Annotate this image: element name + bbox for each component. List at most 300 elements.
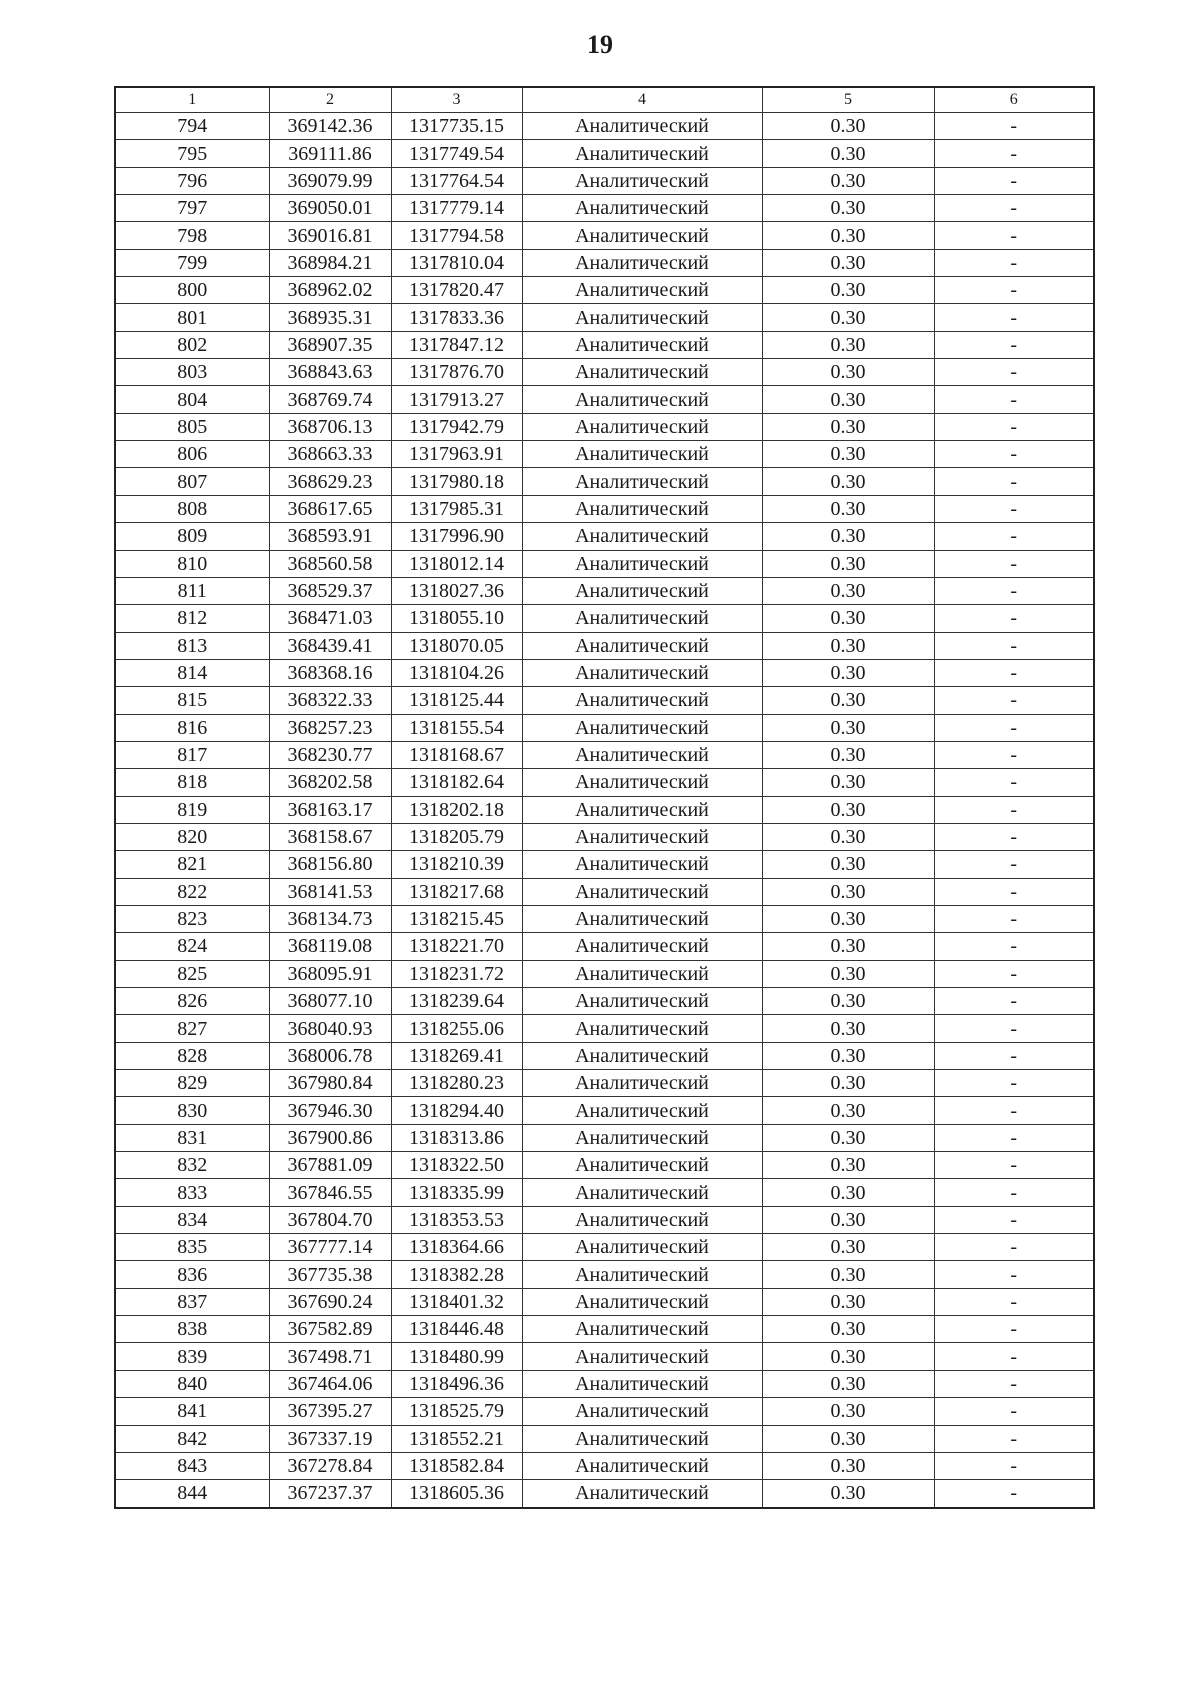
method-cell: Аналитический — [522, 1261, 762, 1288]
point-number-cell: 824 — [115, 933, 269, 960]
table-row — [115, 1452, 1094, 1479]
point-number-cell: 833 — [115, 1179, 269, 1206]
point-number-cell: 843 — [115, 1452, 269, 1479]
method-cell: Аналитический — [522, 550, 762, 577]
table-row — [115, 495, 1094, 522]
accuracy-cell: 0.30 — [762, 933, 934, 960]
x-coordinate-cell: 368593.91 — [269, 523, 391, 550]
accuracy-cell: 0.30 — [762, 988, 934, 1015]
table-row — [115, 687, 1094, 714]
y-coordinate-cell: 1318155.54 — [391, 714, 522, 741]
accuracy-cell: 0.30 — [762, 1042, 934, 1069]
accuracy-cell: 0.30 — [762, 632, 934, 659]
note-cell: - — [934, 1343, 1094, 1370]
column-header: 1 — [115, 87, 269, 113]
note-cell: - — [934, 823, 1094, 850]
y-coordinate-cell: 1318104.26 — [391, 659, 522, 686]
table-row — [115, 1261, 1094, 1288]
accuracy-cell: 0.30 — [762, 195, 934, 222]
x-coordinate-cell: 369111.86 — [269, 140, 391, 167]
y-coordinate-cell: 1317764.54 — [391, 167, 522, 194]
point-number-cell: 818 — [115, 769, 269, 796]
note-cell: - — [934, 523, 1094, 550]
table-row — [115, 468, 1094, 495]
method-cell: Аналитический — [522, 413, 762, 440]
accuracy-cell: 0.30 — [762, 687, 934, 714]
accuracy-cell: 0.30 — [762, 1316, 934, 1343]
method-cell: Аналитический — [522, 878, 762, 905]
x-coordinate-cell: 368077.10 — [269, 988, 391, 1015]
table-row — [115, 1152, 1094, 1179]
accuracy-cell: 0.30 — [762, 304, 934, 331]
column-header: 2 — [269, 87, 391, 113]
y-coordinate-cell: 1318012.14 — [391, 550, 522, 577]
point-number-cell: 825 — [115, 960, 269, 987]
method-cell: Аналитический — [522, 331, 762, 358]
method-cell: Аналитический — [522, 523, 762, 550]
accuracy-cell: 0.30 — [762, 468, 934, 495]
x-coordinate-cell: 369142.36 — [269, 113, 391, 140]
accuracy-cell: 0.30 — [762, 1179, 934, 1206]
y-coordinate-cell: 1318202.18 — [391, 796, 522, 823]
note-cell: - — [934, 1152, 1094, 1179]
point-number-cell: 799 — [115, 249, 269, 276]
x-coordinate-cell: 368158.67 — [269, 823, 391, 850]
table-row — [115, 1370, 1094, 1397]
x-coordinate-cell: 368843.63 — [269, 359, 391, 386]
y-coordinate-cell: 1318269.41 — [391, 1042, 522, 1069]
point-number-cell: 829 — [115, 1070, 269, 1097]
page-number: 19 — [587, 30, 613, 59]
point-number-cell: 800 — [115, 277, 269, 304]
method-cell: Аналитический — [522, 632, 762, 659]
y-coordinate-cell: 1317749.54 — [391, 140, 522, 167]
x-coordinate-cell: 368322.33 — [269, 687, 391, 714]
column-header: 4 — [522, 87, 762, 113]
point-number-cell: 801 — [115, 304, 269, 331]
y-coordinate-cell: 1318210.39 — [391, 851, 522, 878]
note-cell: - — [934, 441, 1094, 468]
point-number-cell: 817 — [115, 741, 269, 768]
method-cell: Аналитический — [522, 1152, 762, 1179]
note-cell: - — [934, 1124, 1094, 1151]
note-cell: - — [934, 113, 1094, 140]
note-cell: - — [934, 1480, 1094, 1508]
accuracy-cell: 0.30 — [762, 386, 934, 413]
point-number-cell: 834 — [115, 1206, 269, 1233]
table-row — [115, 714, 1094, 741]
x-coordinate-cell: 368529.37 — [269, 577, 391, 604]
accuracy-cell: 0.30 — [762, 960, 934, 987]
accuracy-cell: 0.30 — [762, 113, 934, 140]
note-cell: - — [934, 1288, 1094, 1315]
y-coordinate-cell: 1317779.14 — [391, 195, 522, 222]
y-coordinate-cell: 1318335.99 — [391, 1179, 522, 1206]
point-number-cell: 831 — [115, 1124, 269, 1151]
method-cell: Аналитический — [522, 1179, 762, 1206]
note-cell: - — [934, 1425, 1094, 1452]
table-row — [115, 769, 1094, 796]
coordinates-table — [114, 86, 1095, 1509]
y-coordinate-cell: 1318255.06 — [391, 1015, 522, 1042]
column-header: 3 — [391, 87, 522, 113]
method-cell: Аналитический — [522, 960, 762, 987]
method-cell: Аналитический — [522, 714, 762, 741]
method-cell: Аналитический — [522, 1124, 762, 1151]
point-number-cell: 814 — [115, 659, 269, 686]
method-cell: Аналитический — [522, 167, 762, 194]
y-coordinate-cell: 1317794.58 — [391, 222, 522, 249]
y-coordinate-cell: 1318582.84 — [391, 1452, 522, 1479]
table-row — [115, 988, 1094, 1015]
table-row — [115, 741, 1094, 768]
note-cell: - — [934, 687, 1094, 714]
point-number-cell: 819 — [115, 796, 269, 823]
table-row — [115, 359, 1094, 386]
accuracy-cell: 0.30 — [762, 905, 934, 932]
y-coordinate-cell: 1318205.79 — [391, 823, 522, 850]
x-coordinate-cell: 368230.77 — [269, 741, 391, 768]
point-number-cell: 827 — [115, 1015, 269, 1042]
accuracy-cell: 0.30 — [762, 1206, 934, 1233]
method-cell: Аналитический — [522, 1343, 762, 1370]
y-coordinate-cell: 1318231.72 — [391, 960, 522, 987]
method-cell: Аналитический — [522, 1425, 762, 1452]
note-cell: - — [934, 1206, 1094, 1233]
accuracy-cell: 0.30 — [762, 769, 934, 796]
table-row — [115, 796, 1094, 823]
note-cell: - — [934, 1234, 1094, 1261]
table-row — [115, 195, 1094, 222]
note-cell: - — [934, 878, 1094, 905]
method-cell: Аналитический — [522, 140, 762, 167]
note-cell: - — [934, 1070, 1094, 1097]
note-cell: - — [934, 468, 1094, 495]
table-row — [115, 1234, 1094, 1261]
x-coordinate-cell: 369079.99 — [269, 167, 391, 194]
method-cell: Аналитический — [522, 796, 762, 823]
note-cell: - — [934, 577, 1094, 604]
note-cell: - — [934, 1179, 1094, 1206]
x-coordinate-cell: 368962.02 — [269, 277, 391, 304]
note-cell: - — [934, 659, 1094, 686]
point-number-cell: 835 — [115, 1234, 269, 1261]
x-coordinate-cell: 368202.58 — [269, 769, 391, 796]
method-cell: Аналитический — [522, 1070, 762, 1097]
y-coordinate-cell: 1317876.70 — [391, 359, 522, 386]
note-cell: - — [934, 195, 1094, 222]
point-number-cell: 837 — [115, 1288, 269, 1315]
method-cell: Аналитический — [522, 741, 762, 768]
accuracy-cell: 0.30 — [762, 167, 934, 194]
x-coordinate-cell: 368119.08 — [269, 933, 391, 960]
table-row — [115, 1206, 1094, 1233]
accuracy-cell: 0.30 — [762, 441, 934, 468]
point-number-cell: 802 — [115, 331, 269, 358]
method-cell: Аналитический — [522, 495, 762, 522]
y-coordinate-cell: 1317980.18 — [391, 468, 522, 495]
x-coordinate-cell: 368257.23 — [269, 714, 391, 741]
method-cell: Аналитический — [522, 933, 762, 960]
y-coordinate-cell: 1317735.15 — [391, 113, 522, 140]
method-cell: Аналитический — [522, 249, 762, 276]
accuracy-cell: 0.30 — [762, 413, 934, 440]
note-cell: - — [934, 605, 1094, 632]
y-coordinate-cell: 1318168.67 — [391, 741, 522, 768]
method-cell: Аналитический — [522, 195, 762, 222]
y-coordinate-cell: 1318552.21 — [391, 1425, 522, 1452]
method-cell: Аналитический — [522, 468, 762, 495]
x-coordinate-cell: 368040.93 — [269, 1015, 391, 1042]
note-cell: - — [934, 960, 1094, 987]
method-cell: Аналитический — [522, 1316, 762, 1343]
point-number-cell: 806 — [115, 441, 269, 468]
point-number-cell: 828 — [115, 1042, 269, 1069]
note-cell: - — [934, 988, 1094, 1015]
method-cell: Аналитический — [522, 359, 762, 386]
note-cell: - — [934, 1398, 1094, 1425]
note-cell: - — [934, 1097, 1094, 1124]
point-number-cell: 808 — [115, 495, 269, 522]
accuracy-cell: 0.30 — [762, 550, 934, 577]
table-row — [115, 167, 1094, 194]
point-number-cell: 813 — [115, 632, 269, 659]
header-row — [115, 87, 1094, 113]
table-row — [115, 1070, 1094, 1097]
accuracy-cell: 0.30 — [762, 1343, 934, 1370]
accuracy-cell: 0.30 — [762, 1015, 934, 1042]
note-cell: - — [934, 249, 1094, 276]
point-number-cell: 796 — [115, 167, 269, 194]
x-coordinate-cell: 367395.27 — [269, 1398, 391, 1425]
x-coordinate-cell: 368769.74 — [269, 386, 391, 413]
x-coordinate-cell: 367498.71 — [269, 1343, 391, 1370]
table-row — [115, 1480, 1094, 1508]
note-cell: - — [934, 796, 1094, 823]
point-number-cell: 811 — [115, 577, 269, 604]
method-cell: Аналитический — [522, 1097, 762, 1124]
point-number-cell: 821 — [115, 851, 269, 878]
accuracy-cell: 0.30 — [762, 140, 934, 167]
point-number-cell: 842 — [115, 1425, 269, 1452]
y-coordinate-cell: 1318401.32 — [391, 1288, 522, 1315]
table-row — [115, 222, 1094, 249]
x-coordinate-cell: 368907.35 — [269, 331, 391, 358]
method-cell: Аналитический — [522, 1452, 762, 1479]
table-row — [115, 113, 1094, 140]
method-cell: Аналитический — [522, 441, 762, 468]
x-coordinate-cell: 367582.89 — [269, 1316, 391, 1343]
point-number-cell: 820 — [115, 823, 269, 850]
note-cell: - — [934, 277, 1094, 304]
x-coordinate-cell: 367980.84 — [269, 1070, 391, 1097]
x-coordinate-cell: 368439.41 — [269, 632, 391, 659]
point-number-cell: 836 — [115, 1261, 269, 1288]
y-coordinate-cell: 1318280.23 — [391, 1070, 522, 1097]
method-cell: Аналитический — [522, 577, 762, 604]
table-row — [115, 304, 1094, 331]
accuracy-cell: 0.30 — [762, 1234, 934, 1261]
y-coordinate-cell: 1317847.12 — [391, 331, 522, 358]
x-coordinate-cell: 369016.81 — [269, 222, 391, 249]
accuracy-cell: 0.30 — [762, 523, 934, 550]
x-coordinate-cell: 368471.03 — [269, 605, 391, 632]
x-coordinate-cell: 368629.23 — [269, 468, 391, 495]
note-cell: - — [934, 1015, 1094, 1042]
method-cell: Аналитический — [522, 659, 762, 686]
point-number-cell: 795 — [115, 140, 269, 167]
x-coordinate-cell: 367777.14 — [269, 1234, 391, 1261]
x-coordinate-cell: 368095.91 — [269, 960, 391, 987]
point-number-cell: 812 — [115, 605, 269, 632]
y-coordinate-cell: 1317820.47 — [391, 277, 522, 304]
x-coordinate-cell: 368368.16 — [269, 659, 391, 686]
table-row — [115, 960, 1094, 987]
table-row — [115, 249, 1094, 276]
note-cell: - — [934, 140, 1094, 167]
x-coordinate-cell: 368706.13 — [269, 413, 391, 440]
table-row — [115, 1042, 1094, 1069]
accuracy-cell: 0.30 — [762, 1452, 934, 1479]
table-row — [115, 659, 1094, 686]
table-row — [115, 386, 1094, 413]
x-coordinate-cell: 367900.86 — [269, 1124, 391, 1151]
note-cell: - — [934, 413, 1094, 440]
accuracy-cell: 0.30 — [762, 1425, 934, 1452]
table-body — [115, 113, 1094, 1508]
method-cell: Аналитический — [522, 605, 762, 632]
accuracy-cell: 0.30 — [762, 1398, 934, 1425]
y-coordinate-cell: 1318322.50 — [391, 1152, 522, 1179]
point-number-cell: 810 — [115, 550, 269, 577]
table-row — [115, 851, 1094, 878]
method-cell: Аналитический — [522, 1370, 762, 1397]
point-number-cell: 794 — [115, 113, 269, 140]
note-cell: - — [934, 769, 1094, 796]
method-cell: Аналитический — [522, 687, 762, 714]
y-coordinate-cell: 1318353.53 — [391, 1206, 522, 1233]
y-coordinate-cell: 1318446.48 — [391, 1316, 522, 1343]
x-coordinate-cell: 368163.17 — [269, 796, 391, 823]
point-number-cell: 797 — [115, 195, 269, 222]
accuracy-cell: 0.30 — [762, 277, 934, 304]
note-cell: - — [934, 304, 1094, 331]
table-row — [115, 1425, 1094, 1452]
accuracy-cell: 0.30 — [762, 1152, 934, 1179]
point-number-cell: 838 — [115, 1316, 269, 1343]
x-coordinate-cell: 368617.65 — [269, 495, 391, 522]
y-coordinate-cell: 1318364.66 — [391, 1234, 522, 1261]
x-coordinate-cell: 367946.30 — [269, 1097, 391, 1124]
y-coordinate-cell: 1318027.36 — [391, 577, 522, 604]
y-coordinate-cell: 1318055.10 — [391, 605, 522, 632]
table-row — [115, 632, 1094, 659]
accuracy-cell: 0.30 — [762, 1480, 934, 1508]
note-cell: - — [934, 1370, 1094, 1397]
x-coordinate-cell: 367278.84 — [269, 1452, 391, 1479]
accuracy-cell: 0.30 — [762, 1070, 934, 1097]
accuracy-cell: 0.30 — [762, 249, 934, 276]
accuracy-cell: 0.30 — [762, 331, 934, 358]
accuracy-cell: 0.30 — [762, 1124, 934, 1151]
accuracy-cell: 0.30 — [762, 1097, 934, 1124]
method-cell: Аналитический — [522, 1480, 762, 1508]
x-coordinate-cell: 367237.37 — [269, 1480, 391, 1508]
note-cell: - — [934, 550, 1094, 577]
x-coordinate-cell: 368006.78 — [269, 1042, 391, 1069]
note-cell: - — [934, 359, 1094, 386]
table-row — [115, 1288, 1094, 1315]
y-coordinate-cell: 1318496.36 — [391, 1370, 522, 1397]
accuracy-cell: 0.30 — [762, 714, 934, 741]
column-header: 6 — [934, 87, 1094, 113]
x-coordinate-cell: 367735.38 — [269, 1261, 391, 1288]
accuracy-cell: 0.30 — [762, 1288, 934, 1315]
y-coordinate-cell: 1318221.70 — [391, 933, 522, 960]
table-row — [115, 1124, 1094, 1151]
x-coordinate-cell: 369050.01 — [269, 195, 391, 222]
note-cell: - — [934, 714, 1094, 741]
table-row — [115, 1097, 1094, 1124]
point-number-cell: 815 — [115, 687, 269, 714]
point-number-cell: 823 — [115, 905, 269, 932]
x-coordinate-cell: 368134.73 — [269, 905, 391, 932]
table-row — [115, 1015, 1094, 1042]
table-row — [115, 878, 1094, 905]
point-number-cell: 826 — [115, 988, 269, 1015]
accuracy-cell: 0.30 — [762, 222, 934, 249]
accuracy-cell: 0.30 — [762, 605, 934, 632]
table-row — [115, 441, 1094, 468]
method-cell: Аналитический — [522, 222, 762, 249]
method-cell: Аналитический — [522, 277, 762, 304]
point-number-cell: 807 — [115, 468, 269, 495]
table-row — [115, 523, 1094, 550]
note-cell: - — [934, 495, 1094, 522]
accuracy-cell: 0.30 — [762, 878, 934, 905]
x-coordinate-cell: 367464.06 — [269, 1370, 391, 1397]
method-cell: Аналитический — [522, 988, 762, 1015]
y-coordinate-cell: 1317942.79 — [391, 413, 522, 440]
point-number-cell: 804 — [115, 386, 269, 413]
point-number-cell: 844 — [115, 1480, 269, 1508]
method-cell: Аналитический — [522, 386, 762, 413]
method-cell: Аналитический — [522, 1288, 762, 1315]
accuracy-cell: 0.30 — [762, 359, 934, 386]
accuracy-cell: 0.30 — [762, 823, 934, 850]
y-coordinate-cell: 1318313.86 — [391, 1124, 522, 1151]
method-cell: Аналитический — [522, 905, 762, 932]
point-number-cell: 840 — [115, 1370, 269, 1397]
table-row — [115, 331, 1094, 358]
x-coordinate-cell: 368935.31 — [269, 304, 391, 331]
y-coordinate-cell: 1318217.68 — [391, 878, 522, 905]
method-cell: Аналитический — [522, 851, 762, 878]
note-cell: - — [934, 1042, 1094, 1069]
accuracy-cell: 0.30 — [762, 851, 934, 878]
accuracy-cell: 0.30 — [762, 796, 934, 823]
table-row — [115, 550, 1094, 577]
point-number-cell: 830 — [115, 1097, 269, 1124]
method-cell: Аналитический — [522, 1206, 762, 1233]
method-cell: Аналитический — [522, 304, 762, 331]
table-row — [115, 823, 1094, 850]
x-coordinate-cell: 367337.19 — [269, 1425, 391, 1452]
y-coordinate-cell: 1318294.40 — [391, 1097, 522, 1124]
note-cell: - — [934, 933, 1094, 960]
table-row — [115, 1316, 1094, 1343]
y-coordinate-cell: 1318070.05 — [391, 632, 522, 659]
